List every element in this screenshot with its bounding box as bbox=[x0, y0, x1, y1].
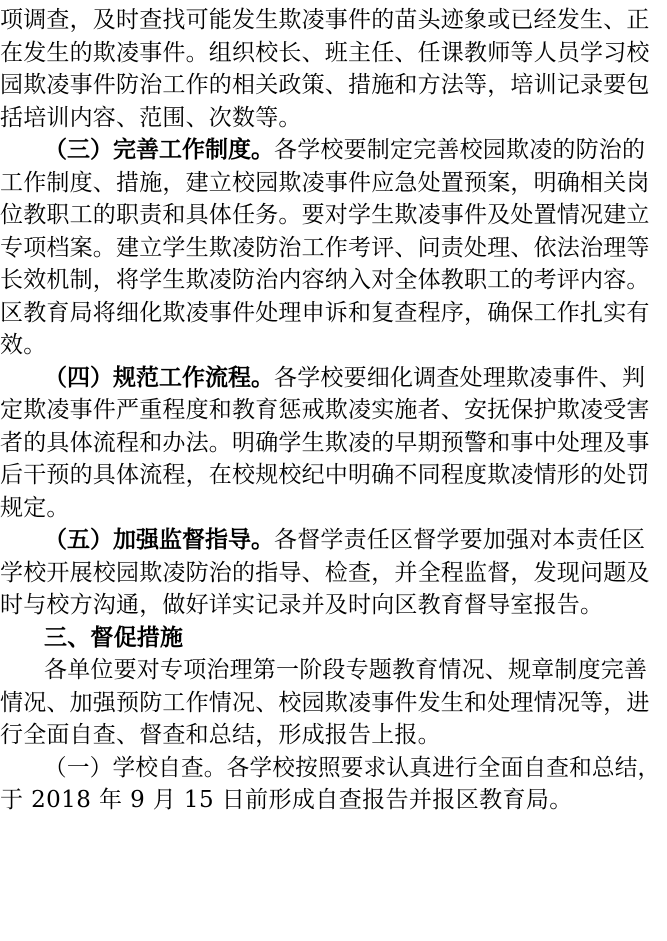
sub-item-1-first-line bbox=[44, 752, 660, 785]
paragraph-line: 效。 bbox=[0, 332, 47, 358]
paragraph-line: 情况、加强预防工作情况、校园欺凌事件发生和处理情况等，进 bbox=[0, 689, 650, 716]
item-5-first-line bbox=[44, 524, 645, 557]
paragraph-line: 括培训内容、范围、次数等。 bbox=[0, 104, 302, 131]
item-5-heading: （五）加强监督指导。 bbox=[44, 527, 274, 553]
item-4-heading: （四）规范工作流程。 bbox=[44, 364, 274, 391]
item-4-first-line bbox=[44, 362, 645, 395]
paragraph-line: 项调查，及时查找可能发生欺凌事件的苗头迹象或已经发生、正 bbox=[0, 7, 650, 33]
item-3-first-line bbox=[44, 134, 645, 167]
section-3-heading: 三、督促措施 bbox=[44, 624, 184, 651]
item-3-heading: （三）完善工作制度。 bbox=[44, 137, 274, 163]
item-5-first-line-text: 各督学责任区督学要加强对本责任区 bbox=[274, 527, 646, 553]
sub-item-1-first-line-text: 各学校按照要求认真进行全面自查和总结， bbox=[226, 754, 661, 781]
paragraph-line: 规定。 bbox=[0, 494, 70, 521]
paragraph-line: 工作制度、措施，建立校园欺凌事件应急处置预案，明确相关岗 bbox=[0, 169, 650, 196]
item-3-first-line-text: 各学校要制定完善校园欺凌的防治的 bbox=[274, 137, 646, 163]
item-4-first-line-text: 各学校要细化调查处理欺凌事件、判 bbox=[274, 364, 646, 391]
paragraph-line: 者的具体流程和办法。明确学生欺凌的早期预警和事中处理及事 bbox=[0, 429, 650, 456]
paragraph-line: 行全面自查、督查和总结，形成报告上报。 bbox=[0, 722, 441, 748]
paragraph-line: 定欺凌事件严重程度和教育惩戒欺凌实施者、安抚保护欺凌受害 bbox=[0, 397, 650, 423]
paragraph-line: 时与校方沟通，做好详实记录并及时向区教育督导室报告。 bbox=[0, 592, 604, 618]
paragraph-line: 各单位要对专项治理第一阶段专题教育情况、规章制度完善 bbox=[44, 657, 648, 683]
paragraph-line: 园欺凌事件防治工作的相关政策、措施和方法等，培训记录要包 bbox=[0, 72, 650, 98]
paragraph-line: 长效机制，将学生欺凌防治内容纳入对全体教职工的考评内容。 bbox=[0, 267, 650, 293]
paragraph-line: 于 2018 年 9 月 15 日前形成自查报告并报区教育局。 bbox=[0, 787, 573, 813]
paragraph-line: 后干预的具体流程，在校规校纪中明确不同程度欺凌情形的处罚 bbox=[0, 462, 650, 488]
paragraph-line: 在发生的欺凌事件。组织校长、班主任、任课教师等人员学习校 bbox=[0, 39, 650, 66]
paragraph-line: 区教育局将细化欺凌事件处理申诉和复查程序，确保工作扎实有 bbox=[0, 299, 650, 326]
paragraph-line: 位教职工的职责和具体任务。要对学生欺凌事件及处置情况建立 bbox=[0, 202, 650, 228]
paragraph-line: 专项档案。建立学生欺凌防治工作考评、问责处理、依法治理等 bbox=[0, 234, 650, 261]
paragraph-line: 学校开展校园欺凌防治的指导、检查，并全程监督，发现问题及 bbox=[0, 559, 650, 586]
sub-item-1-heading: （一）学校自查。 bbox=[44, 754, 227, 781]
